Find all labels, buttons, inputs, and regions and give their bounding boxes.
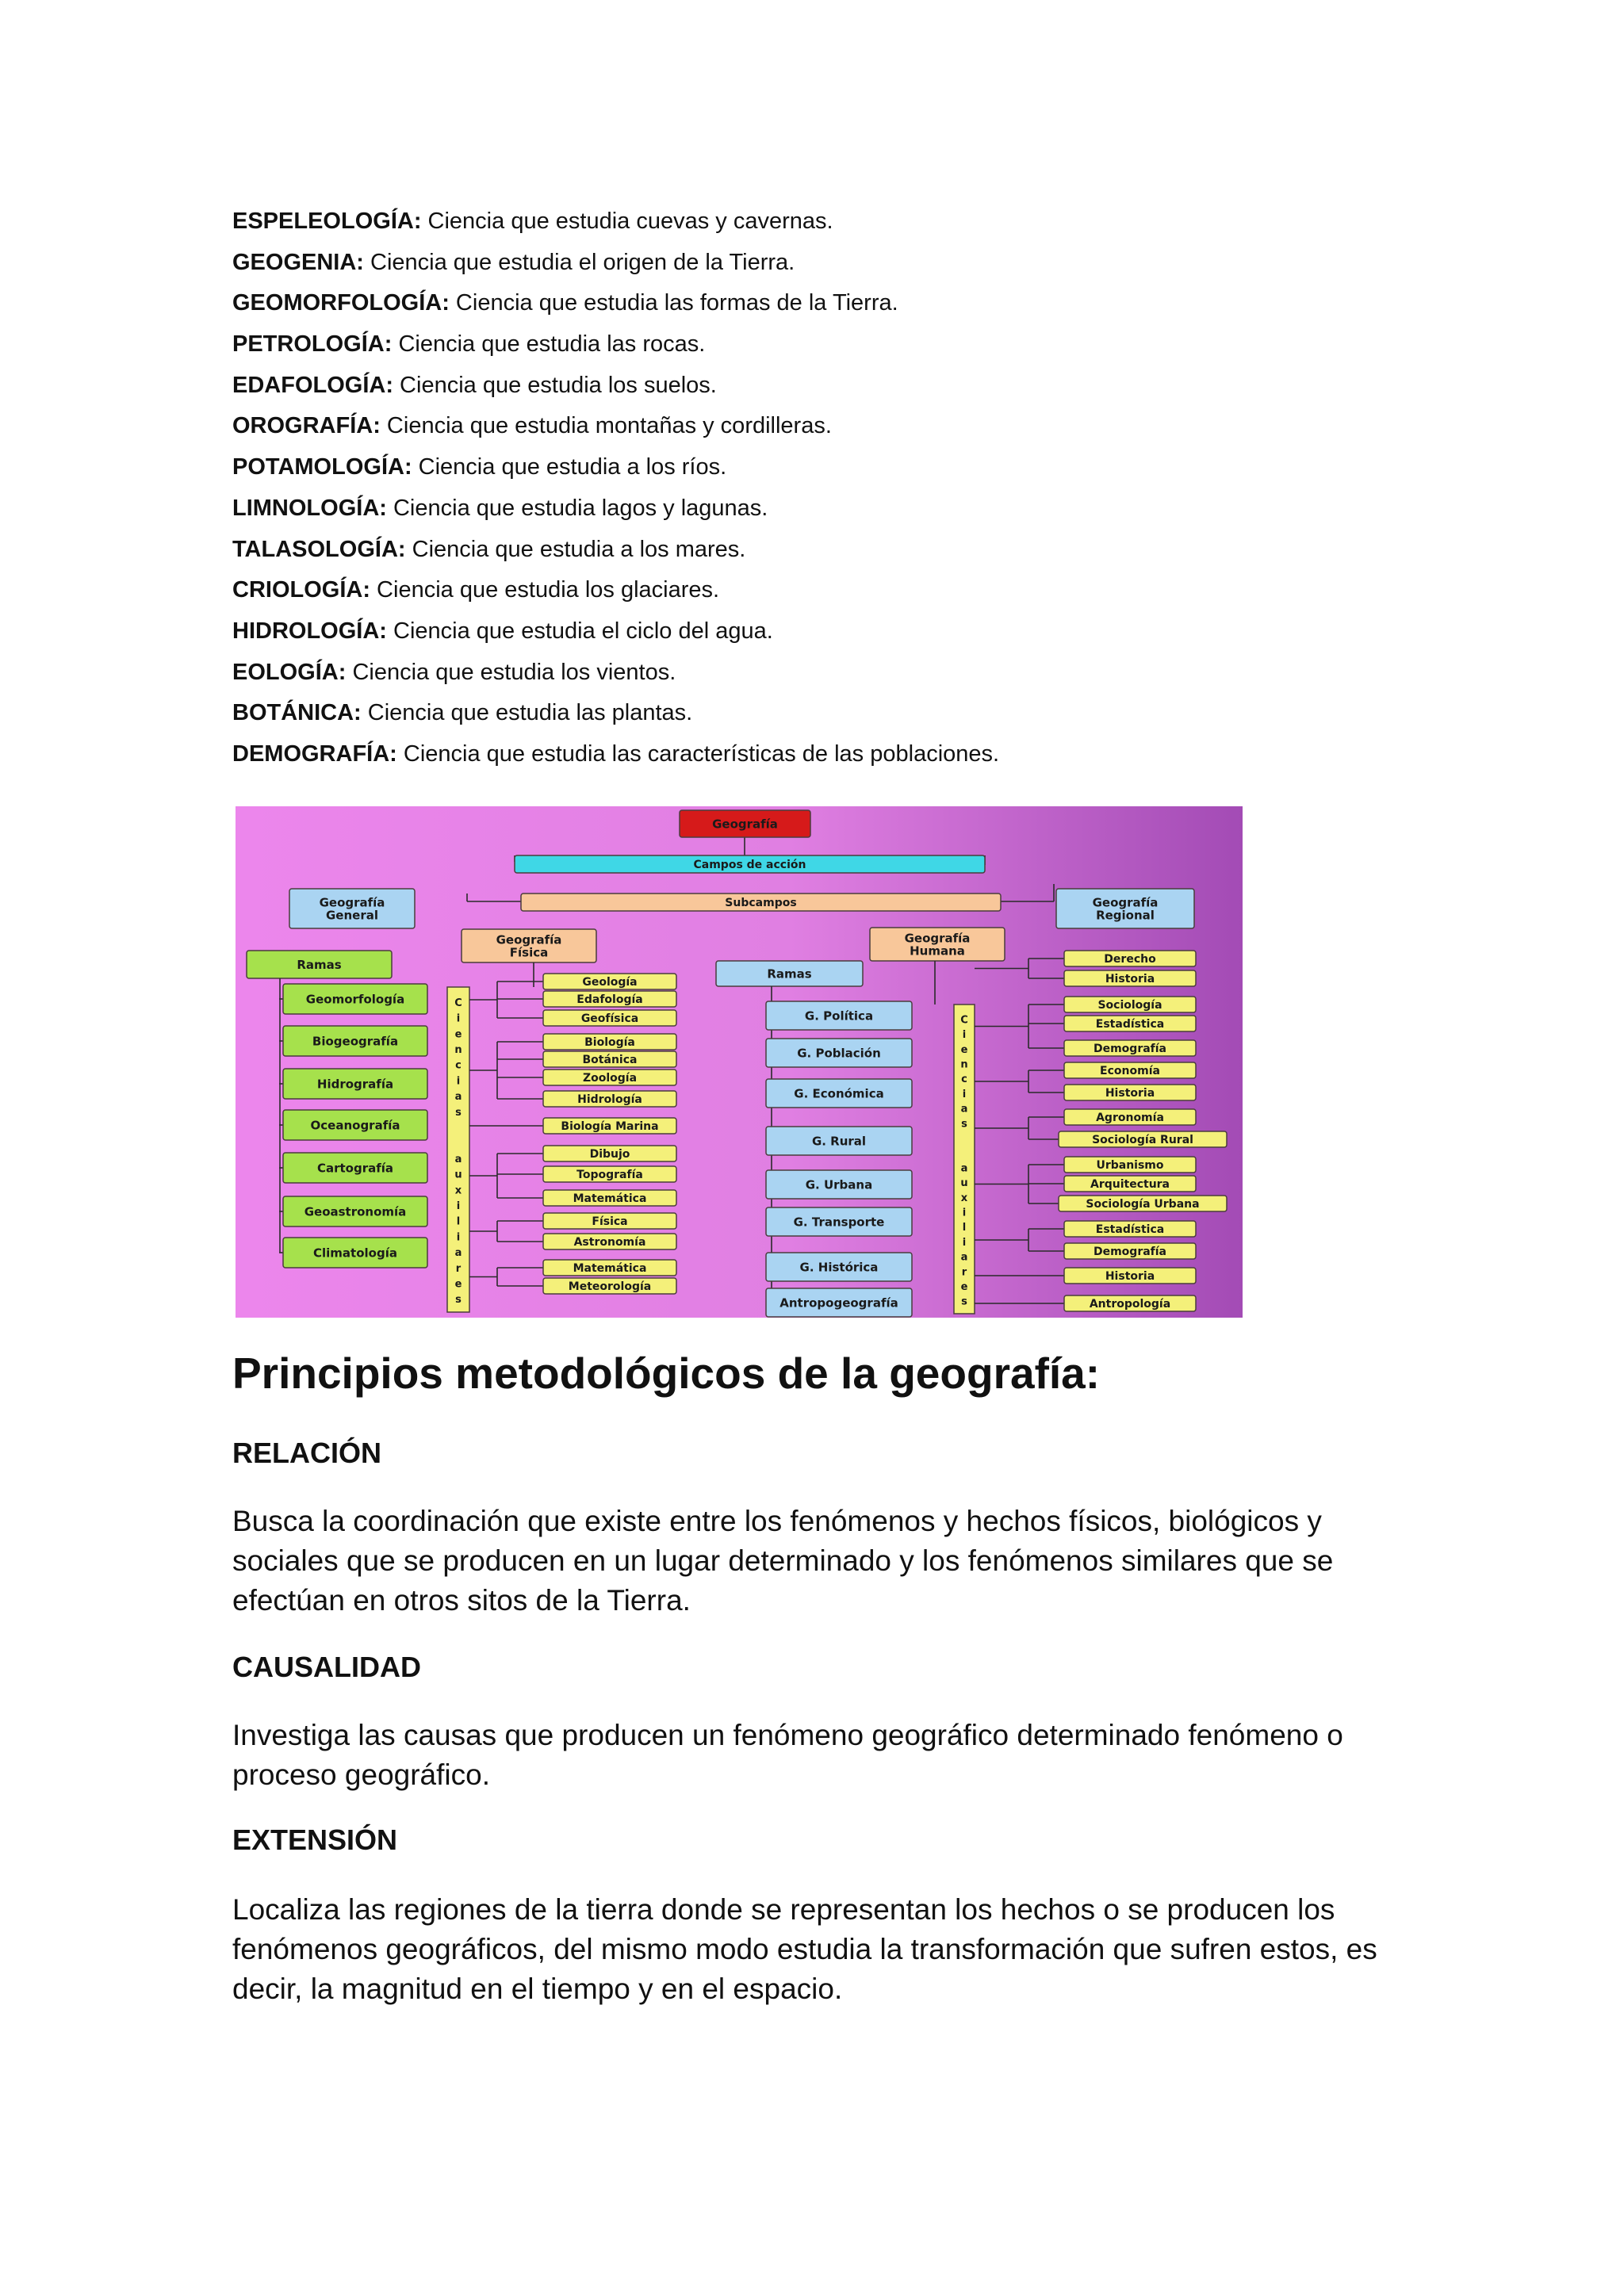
definition-term: GEOGENIA: xyxy=(232,249,364,275)
definition-term: BOTÁNICA: xyxy=(232,700,362,726)
ciencias-auxiliares-humana-label-char: e xyxy=(960,1043,968,1056)
definition-item xyxy=(232,693,1422,734)
ciencias-auxiliares-humana-label-char: i xyxy=(962,1029,967,1042)
definition-term: LIMNOLOGÍA: xyxy=(232,495,387,521)
ciencia-auxiliar-humana-node-label: Historia xyxy=(1105,1270,1155,1284)
ramas-humana-node-label: Ramas xyxy=(767,966,812,982)
definition-term: TALASOLOGÍA: xyxy=(232,536,406,562)
section-title-causalidad: CAUSALIDAD xyxy=(232,1651,421,1683)
ciencia-auxiliar-humana-node-label: Estadística xyxy=(1095,1223,1165,1237)
definition-term: HIDROLOGÍA: xyxy=(232,618,387,644)
ciencias-auxiliares-humana-label-char: n xyxy=(960,1058,968,1071)
definition-term: ESPELEOLOGÍA: xyxy=(232,209,422,234)
definition-term: POTAMOLOGÍA: xyxy=(232,454,412,480)
ciencia-auxiliar-humana-node-label: Economía xyxy=(1100,1065,1160,1078)
rama-general-node-label: Biogeografía xyxy=(312,1034,399,1049)
definition-text: Ciencia que estudia montañas y cordilleras. xyxy=(380,413,832,439)
root-node-label: Geografía xyxy=(712,817,778,832)
ciencias-auxiliares-fisica-label-char: i xyxy=(456,1075,461,1088)
rama-humana-node-label: G. Económica xyxy=(794,1086,884,1101)
ciencias-auxiliares-humana-label-char: l xyxy=(962,1222,967,1234)
definition-term: GEOMORFOLOGÍA: xyxy=(232,290,450,316)
ciencias-auxiliares-fisica-label-char: l xyxy=(456,1215,461,1228)
ciencias-auxiliares-humana-label-char: a xyxy=(960,1103,968,1115)
definition-item xyxy=(232,652,1422,694)
definition-item xyxy=(232,530,1422,571)
ciencias-auxiliares-fisica-label-char: x xyxy=(454,1184,462,1197)
rama-general-node-label: Climatología xyxy=(313,1246,397,1261)
geografia-humana-node-label: Geografía xyxy=(904,931,971,946)
geografia-fisica-node-label: Física xyxy=(509,945,549,960)
ciencia-auxiliar-humana-node-label: Sociología xyxy=(1097,999,1162,1012)
definition-text: Ciencia que estudia las formas de la Tierra. xyxy=(449,290,898,316)
ciencia-auxiliar-fisica-node-label: Meteorología xyxy=(568,1280,652,1294)
definition-text: Ciencia que estudia a los mares. xyxy=(405,536,746,562)
ciencias-auxiliares-humana-label-char: i xyxy=(962,1088,967,1100)
ciencias-auxiliares-humana-label-char: e xyxy=(960,1280,968,1293)
ciencias-auxiliares-humana-label-char: u xyxy=(960,1177,968,1190)
ciencias-auxiliares-fisica-label-char: n xyxy=(454,1043,462,1056)
definition-item xyxy=(232,283,1422,324)
ciencia-auxiliar-fisica-node-label: Edafología xyxy=(576,993,643,1007)
ciencias-auxiliares-fisica-label-char: i xyxy=(456,1231,461,1244)
geografia-general-node-label: General xyxy=(326,908,378,923)
definition-item xyxy=(232,406,1422,447)
rama-humana-node-label: G. Población xyxy=(797,1046,881,1061)
section-body-relacion: Busca la coordinación que existe entre los fenómenos y hechos físicos, biológicos y sociales que se producen en un lugar determinado y los fenómenos similares que se efectúan en otros sitos de la Tierra. xyxy=(232,1505,1334,1617)
ciencia-auxiliar-humana-node-label: Sociología Rural xyxy=(1092,1134,1193,1147)
ciencia-auxiliar-humana-node-label: Demografía xyxy=(1093,1043,1167,1056)
definition-text: Ciencia que estudia el origen de la Tierra. xyxy=(363,249,795,275)
definition-text: Ciencia que estudia el ciclo del agua. xyxy=(386,618,773,644)
ciencias-auxiliares-fisica-label-char: c xyxy=(455,1059,462,1072)
geografia-humana-node-label: Humana xyxy=(910,943,965,959)
definition-term: EDAFOLOGÍA: xyxy=(232,372,393,398)
ciencia-auxiliar-fisica-node-label: Biología xyxy=(584,1036,635,1050)
definition-item xyxy=(232,201,1422,243)
ciencia-auxiliar-humana-node-label: Demografía xyxy=(1093,1246,1167,1259)
definitions-list xyxy=(232,201,1422,775)
page-heading: Principios metodológicos de la geografía: xyxy=(232,1349,1101,1398)
ciencias-auxiliares-fisica-label-char: i xyxy=(456,1012,461,1025)
rama-humana-node-label: G. Histórica xyxy=(799,1260,879,1275)
ciencias-auxiliares-humana-label-char: C xyxy=(960,1014,968,1027)
campos-node-label: Campos de acción xyxy=(693,859,806,872)
ciencias-auxiliares-fisica-label-char: a xyxy=(454,1247,462,1260)
rama-general-node-label: Oceanografía xyxy=(310,1118,400,1133)
ciencia-auxiliar-fisica-node-label: Botánica xyxy=(582,1054,638,1067)
ciencia-auxiliar-fisica-node-label: Geofísica xyxy=(580,1012,639,1026)
rama-general-node-label: Hidrografía xyxy=(316,1077,394,1092)
geografia-regional-node-label: Regional xyxy=(1096,908,1155,923)
ramas-general-node-label: Ramas xyxy=(297,957,342,972)
ciencia-auxiliar-humana-node-label: Urbanismo xyxy=(1096,1159,1164,1173)
ciencias-auxiliares-fisica-label-char: i xyxy=(456,1200,461,1212)
rama-humana-node-label: Antropogeografía xyxy=(779,1295,898,1311)
geografia-fisica-node-label: Geografía xyxy=(496,932,562,947)
geography-diagram-svg xyxy=(236,806,1243,1318)
definition-term: CRIOLOGÍA: xyxy=(232,577,370,603)
definition-text: Ciencia que estudia los glaciares. xyxy=(370,577,720,603)
ciencias-auxiliares-humana-label-char: i xyxy=(962,1236,967,1249)
ciencia-auxiliar-fisica-node-label: Matemática xyxy=(573,1262,647,1276)
section-body-extension: Localiza las regiones de la tierra donde se representan los hechos o se producen los fenómenos geográficos, del mismo modo estudia la transformación que sufren estos, es decir, la magnitud en el tiempo y en el espacio. xyxy=(232,1893,1377,2005)
definition-item xyxy=(232,570,1422,611)
rama-general-node-label: Cartografía xyxy=(316,1161,394,1176)
ciencia-auxiliar-fisica-node-label: Dibujo xyxy=(589,1148,630,1161)
ciencias-auxiliares-humana-label-char: s xyxy=(961,1118,967,1131)
ciencia-auxiliar-humana-node-label: Estadística xyxy=(1095,1018,1165,1031)
definition-item xyxy=(232,324,1422,365)
definition-text: Ciencia que estudia los vientos. xyxy=(346,659,676,685)
ciencia-auxiliar-humana-node-label: Historia xyxy=(1105,973,1155,986)
geography-diagram xyxy=(236,806,1243,1318)
definition-text: Ciencia que estudia lagos y lagunas. xyxy=(386,495,768,521)
ciencias-auxiliares-fisica-label-char: s xyxy=(455,1106,462,1119)
ciencias-auxiliares-humana-label-char: r xyxy=(961,1266,967,1279)
definition-text: Ciencia que estudia los suelos. xyxy=(393,372,717,398)
ciencias-auxiliares-fisica-label-char: s xyxy=(455,1294,462,1307)
ciencia-auxiliar-fisica-node-label: Astronomía xyxy=(573,1236,646,1249)
ciencias-auxiliares-fisica-label-char: e xyxy=(454,1028,462,1041)
ciencia-auxiliar-fisica-node-label: Biología Marina xyxy=(561,1120,659,1134)
ciencia-auxiliar-humana-node-label: Agronomía xyxy=(1096,1112,1164,1125)
definition-text: Ciencia que estudia las rocas. xyxy=(392,331,706,358)
definition-item xyxy=(232,447,1422,488)
ciencia-auxiliar-fisica-node-label: Zoología xyxy=(582,1072,638,1085)
ciencias-auxiliares-fisica-label-char: C xyxy=(454,997,462,1009)
ciencia-auxiliar-fisica-node-label: Matemática xyxy=(573,1192,647,1206)
section-title-extension: EXTENSIÓN xyxy=(232,1823,398,1856)
ciencias-auxiliares-humana-label-char: a xyxy=(960,1251,968,1264)
ciencia-auxiliar-humana-node-label: Arquitectura xyxy=(1090,1178,1170,1192)
geografia-regional-node-label: Geografía xyxy=(1092,895,1159,910)
definition-term: OROGRAFÍA: xyxy=(232,413,381,439)
definition-item xyxy=(232,488,1422,530)
ciencias-auxiliares-fisica-label-char: a xyxy=(454,1153,462,1165)
ciencias-auxiliares-humana-label-char: i xyxy=(962,1207,967,1219)
definition-term: DEMOGRAFÍA: xyxy=(232,740,397,767)
definition-term: EOLOGÍA: xyxy=(232,659,347,685)
definition-text: Ciencia que estudia las características de las poblaciones. xyxy=(396,740,1000,767)
ciencias-auxiliares-fisica-label-char: r xyxy=(455,1262,462,1275)
rama-general-node-label: Geomorfología xyxy=(305,992,405,1007)
definition-item xyxy=(232,365,1422,407)
ciencia-auxiliar-humana-node-label: Sociología Urbana xyxy=(1086,1198,1200,1211)
geografia-general-node-label: Geografía xyxy=(319,895,385,910)
ciencias-auxiliares-humana-label-char: s xyxy=(961,1295,967,1308)
rama-humana-node-label: G. Rural xyxy=(811,1134,867,1149)
definition-term: PETROLOGÍA: xyxy=(232,331,393,358)
rama-general-node-label: Geoastronomía xyxy=(304,1204,407,1219)
ciencia-auxiliar-fisica-node-label: Hidrología xyxy=(577,1093,642,1107)
subcampos-node-label: Subcampos xyxy=(725,897,797,910)
ciencias-auxiliares-fisica-label-char: a xyxy=(454,1091,462,1104)
section-body-causalidad: Investiga las causas que producen un fenómeno geográfico determinado fenómeno o proceso geográfico. xyxy=(232,1719,1343,1791)
ciencia-auxiliar-fisica-node-label: Geología xyxy=(582,976,638,989)
ciencia-auxiliar-fisica-node-label: Topografía xyxy=(576,1169,643,1182)
definition-text: Ciencia que estudia las plantas. xyxy=(361,700,693,726)
ciencia-auxiliar-humana-node-label: Historia xyxy=(1105,1087,1155,1100)
ciencias-auxiliares-humana-label-char: c xyxy=(961,1073,967,1086)
ciencias-auxiliares-fisica-label-char: e xyxy=(454,1278,462,1291)
definition-text: Ciencia que estudia a los ríos. xyxy=(412,454,727,480)
ciencia-auxiliar-humana-node-label: Antropología xyxy=(1089,1298,1171,1311)
definition-item xyxy=(232,611,1422,652)
rama-humana-node-label: G. Urbana xyxy=(805,1177,873,1192)
ciencia-auxiliar-fisica-node-label: Física xyxy=(592,1215,628,1229)
definition-item xyxy=(232,243,1422,284)
rama-humana-node-label: G. Transporte xyxy=(793,1215,885,1230)
section-title-relacion: RELACIÓN xyxy=(232,1437,381,1469)
ciencias-auxiliares-humana-label-char: a xyxy=(960,1162,968,1175)
definition-item xyxy=(232,734,1422,775)
ciencias-auxiliares-fisica-label-char: u xyxy=(454,1169,462,1181)
rama-humana-node-label: G. Política xyxy=(804,1008,874,1024)
definition-text: Ciencia que estudia cuevas y cavernas. xyxy=(421,209,833,234)
ciencias-auxiliares-humana-label-char: x xyxy=(960,1192,968,1204)
ciencia-auxiliar-humana-node-label: Derecho xyxy=(1104,953,1156,966)
